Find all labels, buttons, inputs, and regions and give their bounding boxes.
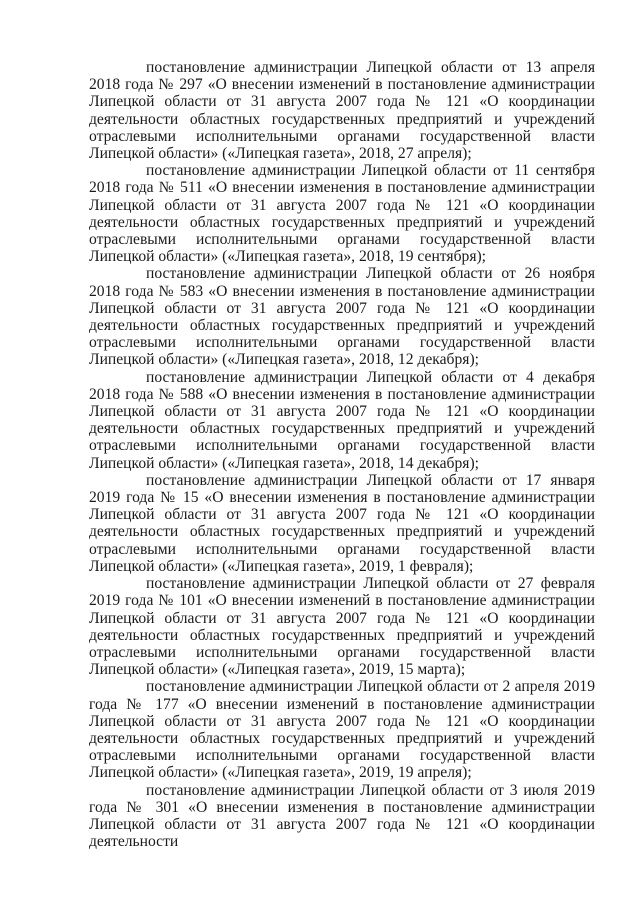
paragraph: постановление администрации Липецкой области от 4 декабря 2018 года № 588 «О внесении изменения в постановление администрации Липецкой области от 31 августа 2007 года № 121 «О координации деятельности областных государственных предприятий и учреждений отраслевыми исполнительными органами государственной власти Липецкой области» («Липецкая газета», 2018, 14 декабря); [89,368,595,472]
paragraph: постановление администрации Липецкой области от 27 февраля 2019 года № 101 «О внесении изменений в постановление администрации Липецкой области от 31 августа 2007 года № 121 «О координации деятельности областных государственных предприятий и учреждений отраслевыми исполнительными органами государственной власти Липецкой области» («Липецкая газета», 2019, 15 марта); [89,575,595,679]
paragraph: постановление администрации Липецкой области от 26 ноября 2018 года № 583 «О внесении изменения в постановление администрации Липецкой области от 31 августа 2007 года № 121 «О координации деятельности областных государственных предприятий и учреждений отраслевыми исполнительными органами государственной власти Липецкой области» («Липецкая газета», 2018, 12 декабря); [89,265,595,369]
paragraph: постановление администрации Липецкой области от 11 сентября 2018 года № 511 «О внесении изменения в постановление администрации Липецкой области от 31 августа 2007 года № 121 «О координации деятельности областных государственных предприятий и учреждений отраслевыми исполнительными органами государственной власти Липецкой области» («Липецкая газета», 2018, 19 сентября); [89,162,595,266]
paragraph: постановление администрации Липецкой области от 13 апреля 2018 года № 297 «О внесении изменений в постановление администрации Липецкой области от 31 августа 2007 года № 121 «О координации деятельности областных государственных предприятий и учреждений отраслевыми исполнительными органами государственной власти Липецкой области» («Липецкая газета», 2018, 27 апреля); [89,59,595,163]
paragraph: постановление администрации Липецкой области от 2 апреля 2019 года № 177 «О внесении изменений в постановление администрации Липецкой области от 31 августа 2007 года № 121 «О координации деятельности областных государственных предприятий и учреждений отраслевыми исполнительными органами государственной власти Липецкой области» («Липецкая газета», 2019, 19 апреля); [89,678,595,782]
paragraph: постановление администрации Липецкой области от 17 января 2019 года № 15 «О внесении изменения в постановление администрации Липецкой области от 31 августа 2007 года № 121 «О координации деятельности областных государственных предприятий и учреждений отраслевыми исполнительными органами государственной власти Липецкой области» («Липецкая газета», 2019, 1 февраля); [89,471,595,575]
document-body [89,59,595,850]
paragraph: постановление администрации Липецкой области от 3 июля 2019 года № 301 «О внесении изменения в постановление администрации Липецкой области от 31 августа 2007 года № 121 «О координации деятельности [89,781,595,851]
